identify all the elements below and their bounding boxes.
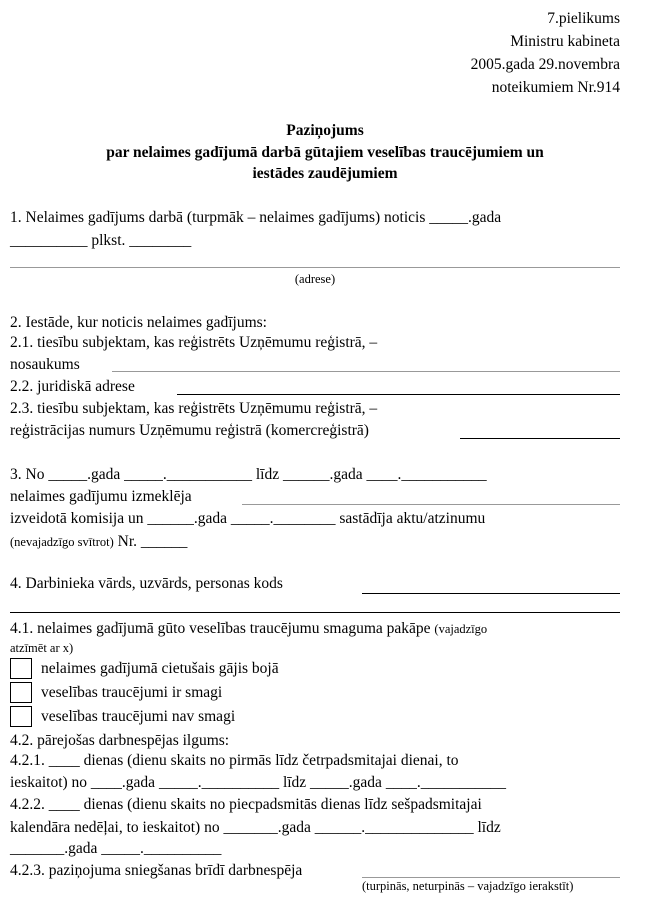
checkbox-severe[interactable]	[10, 682, 32, 703]
s4-item-4-1-note2: atzīmēt ar x)	[10, 641, 74, 655]
checkbox-not-severe[interactable]	[10, 706, 32, 727]
doc-subtitle-2: iestādes zaudējumiem	[252, 165, 398, 182]
legal-address-field[interactable]	[177, 394, 620, 395]
annex-label: 7.pielikums	[547, 10, 620, 27]
option-not-severe: veselības traucējumi nav smagi	[41, 708, 236, 725]
s3-line3: izveidotā komisija un ______.gada _____.________ sastādīja aktu/atzinumu	[10, 510, 486, 527]
employee-field[interactable]	[362, 593, 620, 594]
employee-field-line2[interactable]	[10, 612, 620, 613]
s4-item-4-2: 4.2. pārejošas darbnespējas ilgums:	[10, 732, 230, 749]
s4-item-4-2-2a: 4.2.2. ____ dienas (dienu skaits no piecpadsmitās dienas līdz sešpadsmitajai	[10, 796, 482, 813]
s4-item-4-2-3: 4.2.3. paziņojuma sniegšanas brīdī darbnespēja	[10, 862, 303, 879]
incapacity-caption: (turpinās, neturpinās – vajadzīgo ierakstīt)	[362, 879, 574, 893]
s4-item-4-2-1a: 4.2.1. ____ dienas (dienu skaits no pirmās līdz četrpadsmitajai dienai, to	[10, 752, 459, 769]
s3-line2: nelaimes gadījumu izmeklēja	[10, 488, 192, 505]
incapacity-status-field[interactable]	[362, 877, 620, 878]
reg-number-field[interactable]	[460, 438, 620, 439]
s4-heading: 4. Darbinieka vārds, uzvārds, personas kods	[10, 575, 283, 592]
regulation-date: 2005.gada 29.novembra	[470, 56, 620, 73]
s2-regnum-label: reģistrācijas numurs Uzņēmumu reģistrā (komercreģistrā)	[10, 422, 369, 439]
issuer-label: Ministru kabineta	[510, 33, 620, 50]
doc-title: Paziņojums	[286, 122, 364, 139]
s2-address-label: 2.2. juridiskā adrese	[10, 378, 135, 395]
address-field[interactable]	[10, 267, 620, 268]
s2-heading: 2. Iestāde, kur noticis nelaimes gadījums:	[10, 314, 267, 331]
s2-item-2-1: 2.1. tiesību subjektam, kas reģistrēts Uzņēmumu reģistrā, –	[10, 334, 378, 351]
doc-subtitle-1: par nelaimes gadījumā darbā gūtajiem veselības traucējumiem un	[106, 144, 544, 161]
regulation-number: noteikumiem Nr.914	[491, 79, 620, 96]
s3-line1: 3. No _____.gada _____.___________ līdz ______.gada ____.___________	[10, 466, 487, 483]
s4-item-4-2-2c: _______.gada _____.__________	[10, 840, 222, 857]
s2-item-2-3: 2.3. tiesību subjektam, kas reģistrēts Uzņēmumu reģistrā, –	[10, 400, 378, 417]
s3-act-number: Nr. ______	[113, 533, 188, 550]
checkbox-died[interactable]	[10, 658, 32, 679]
option-severe: veselības traucējumi ir smagi	[41, 684, 223, 701]
s3-strike-note: (nevajadzīgo svītrot)	[10, 535, 114, 549]
s4-item-4-1: 4.1. nelaimes gadījumā gūto veselības traucējumu smaguma pakāpe	[10, 620, 431, 637]
s4-item-4-2-1b: ieskaitot) no ____.gada _____.__________ līdz _____.gada ____.___________	[10, 774, 506, 791]
option-died: nelaimes gadījumā cietušais gājis bojā	[41, 660, 279, 677]
s2-name-label: nosaukums	[10, 356, 80, 373]
s1-line1: 1. Nelaimes gadījums darbā (turpmāk – nelaimes gadījums) noticis _____.gada	[10, 209, 502, 226]
s4-item-4-2-2b: kalendāra nedēļai, to ieskaitot) no _______.gada ______.______________ līdz	[10, 819, 501, 836]
address-caption: (adrese)	[294, 272, 336, 286]
s4-item-4-1-note: (vajadzīgo	[434, 622, 488, 636]
investigator-field[interactable]	[242, 504, 620, 505]
s1-line2: __________ plkst. ________	[10, 232, 192, 249]
name-field[interactable]	[112, 371, 620, 372]
